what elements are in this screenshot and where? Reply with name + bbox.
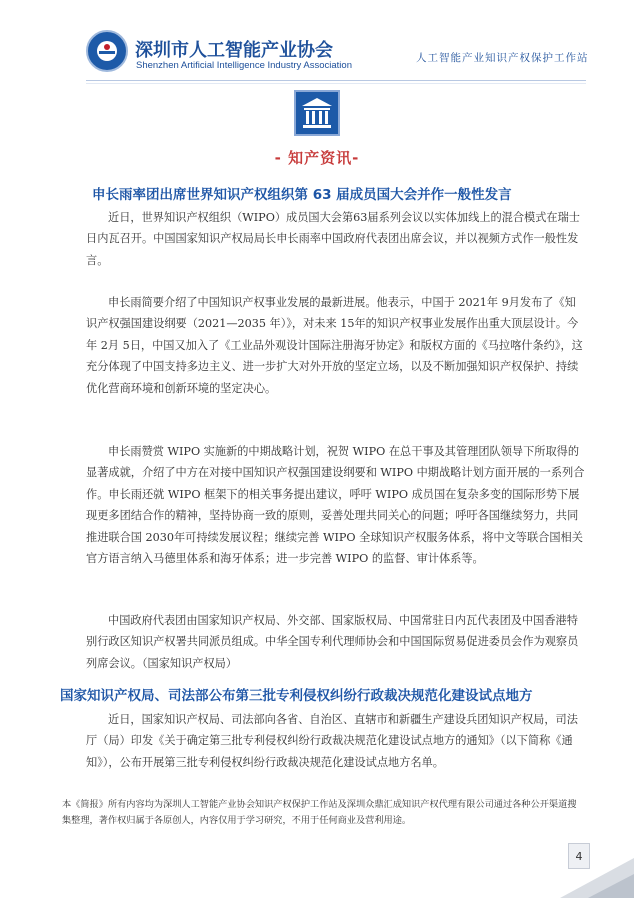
association-logo-icon <box>86 30 128 72</box>
article-paragraph: 近日，国家知识产权局、司法部向各省、自治区、直辖市和新疆生产建设兵团知识产权局，司法厅（局）印发《关于确定第三批专利侵权纠纷行政裁决规范化建设试点地方的通知》（以下简称《通知》），公布开展第三批专利侵权纠纷行政裁决规范化建设试点地方名单。 <box>86 713 578 769</box>
article-paragraph: 中国政府代表团由国家知识产权局、外交部、国家版权局、中国常驻日内瓦代表团及中国香港特别行政区知识产权署共同派员组成。中华全国专利代理师协会和中国国际贸易促进委员会作为观察员列席会议。（国家知识产权局） <box>86 614 579 670</box>
workstation-name: 人工智能产业知识产权保护工作站 <box>416 52 589 64</box>
article-title: 国家知识产权局、司法部公布第三批专利侵权纠纷行政裁决规范化建设试点地方 <box>60 688 533 704</box>
page-header <box>0 0 634 80</box>
courthouse-icon <box>294 90 340 136</box>
article-paragraph: 申长雨赞赏 WIPO 实施新的中期战略计划，祝贺 WIPO 在总干事及其管理团队领导下所取得的显著成就，介绍了中方在对接中国知识产权强国建设纲要和 WIPO 中期战略计划方面开展的一系列合作。申长雨还就 WIPO 框架下的相关事务提出建议，呼吁 WIPO 成员国在复杂多变的国际形势下展现更多团结合作的精神，坚持协商一致的原则，妥善处理共同关心的问题；呼吁各国继续努力，共同推进联合国 2030年可持续发展议程；继续完善 WIPO 全球知识产权服务体系，将中文等联合国相关官方语言纳入马德里体系和海牙体系；进一步完善 WIPO 的监督、审计体系等。 <box>86 445 585 566</box>
header-divider-secondary <box>86 83 586 84</box>
article-paragraph: 近日，世界知识产权组织（WIPO）成员国大会第63届系列会议以实体加线上的混合模式在瑞士日内瓦召开。中国国家知识产权局局长申长雨率中国政府代表团出席会议，并以视频方式作一般性发言。 <box>86 211 580 267</box>
section-heading: - 知产资讯- <box>274 149 360 167</box>
copyright-note: 本《简报》所有内容均为深圳人工智能产业协会知识产权保护工作站及深圳众鼎汇成知识产权代理有限公司通过各种公开渠道搜集整理，著作权归属于各原创人，内容仅用于学习研究，不用于任何商业及营利用途。 <box>62 799 577 826</box>
header-divider <box>86 80 586 81</box>
org-name-en: Shenzhen Artificial Intelligence Industry Association <box>136 60 352 71</box>
article-paragraph: 申长雨简要介绍了中国知识产权事业发展的最新进展。他表示，中国于 2021年 9月发布了《知识产权强国建设纲要（2021—2035 年）》，对未来 15年的知识产权事业发展作出重大顶层设计。今年 2月 5日，中国又加入了《工业品外观设计国际注册海牙协定》和版权方面的《马拉喀什条约》，这充分体现了中国支持多边主义、进一步扩大对外开放的坚定立场，以及不断加强知识产权保护、持续优化营商环境和创新环境的坚定决心。 <box>86 296 583 395</box>
article-title: 申长雨率团出席世界知识产权组织第 63 届成员国大会并作一般性发言 <box>92 187 512 203</box>
page-number: 4 <box>568 843 590 869</box>
org-name-cn: 深圳市人工智能产业协会 <box>135 40 333 61</box>
